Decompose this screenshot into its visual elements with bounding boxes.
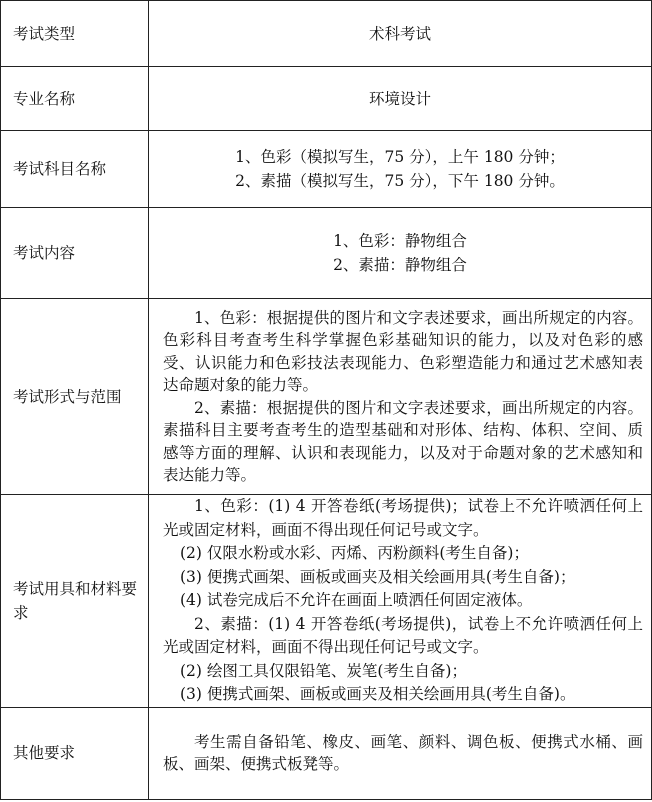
row-value-materials: [149, 495, 652, 708]
row-label-major-name: 专业名称: [1, 67, 149, 131]
row-value-exam-content: [149, 208, 652, 299]
row-label-exam-format: 考试形式与范围: [1, 299, 149, 495]
row-label-other: 其他要求: [1, 707, 149, 799]
materials-item: (4) 试卷完成后不允许在画面上喷洒任何固定液体。: [180, 591, 533, 609]
format-paragraph: 2、素描：根据提供的图片和文字表述要求，画出所规定的内容。素描科目主要考查考生的造型基础和对形体、结构、体积、空间、质感等方面的理解、认识和表现能力，以及对于命题对象的艺术感知和表达能力等。: [163, 398, 643, 484]
subject-line: 2、素描（模拟写生，75 分），下午 180 分钟。: [235, 172, 565, 190]
row-label-subject-name: 考试科目名称: [1, 131, 149, 208]
row-value-exam-format: [149, 299, 652, 495]
row-value-other: [149, 707, 652, 799]
table-row: [1, 299, 652, 495]
table-row: [1, 208, 652, 299]
materials-item: (3) 便携式画架、画板或画夹及相关绘画用具(考生自备)；: [180, 567, 576, 586]
row-value-major-name: 环境设计: [149, 67, 652, 131]
content-line: 1、色彩：静物组合: [333, 232, 467, 250]
row-value-subject-name: [149, 131, 652, 208]
table-row: [1, 495, 652, 708]
table-row: [1, 67, 652, 131]
format-paragraph: 1、色彩：根据提供的图片和文字表述要求，画出所规定的内容。色彩科目考查考生科学掌握色彩基础知识的能力，以及对色彩的感受、认识能力和色彩技法表现能力、色彩塑造能力和通过艺术感知表达命题对象的能力等。: [163, 308, 643, 394]
content-line: 2、素描：静物组合: [333, 256, 467, 274]
subject-line: 1、色彩（模拟写生，75 分），上午 180 分钟；: [235, 148, 565, 166]
row-label-exam-content: 考试内容: [1, 208, 149, 299]
materials-item: 2、素描：(1) 4 开答卷纸(考场提供)，试卷上不允许喷洒任何上光或固定材料，画面不得出现任何记号或文字。: [163, 614, 643, 656]
table-row: [1, 1, 652, 67]
table-row: [1, 707, 652, 799]
materials-item: (3) 便携式画架、画板或画夹及相关绘画用具(考生自备)。: [180, 685, 576, 703]
materials-item: (2) 绘图工具仅限铅笔、炭笔(考生自备)；: [180, 661, 467, 680]
row-value-exam-type: 术科考试: [149, 1, 652, 67]
table-row: [1, 131, 652, 208]
row-label-materials: 考试用具和材料要求: [1, 495, 149, 708]
other-requirements-text: 考生需自备铅笔、橡皮、画笔、颜料、调色板、便携式水桶、画板、画架、便携式板凳等。: [163, 732, 643, 773]
materials-item: (2) 仅限水粉或水彩、丙烯、丙粉颜料(考生自备)；: [180, 544, 529, 562]
materials-item: 1、色彩：(1) 4 开答卷纸(考场提供)；试卷上不允许喷洒任何上光或固定材料，画面不得出现任何记号或文字。: [163, 497, 643, 539]
row-label-exam-type: 考试类型: [1, 1, 149, 67]
